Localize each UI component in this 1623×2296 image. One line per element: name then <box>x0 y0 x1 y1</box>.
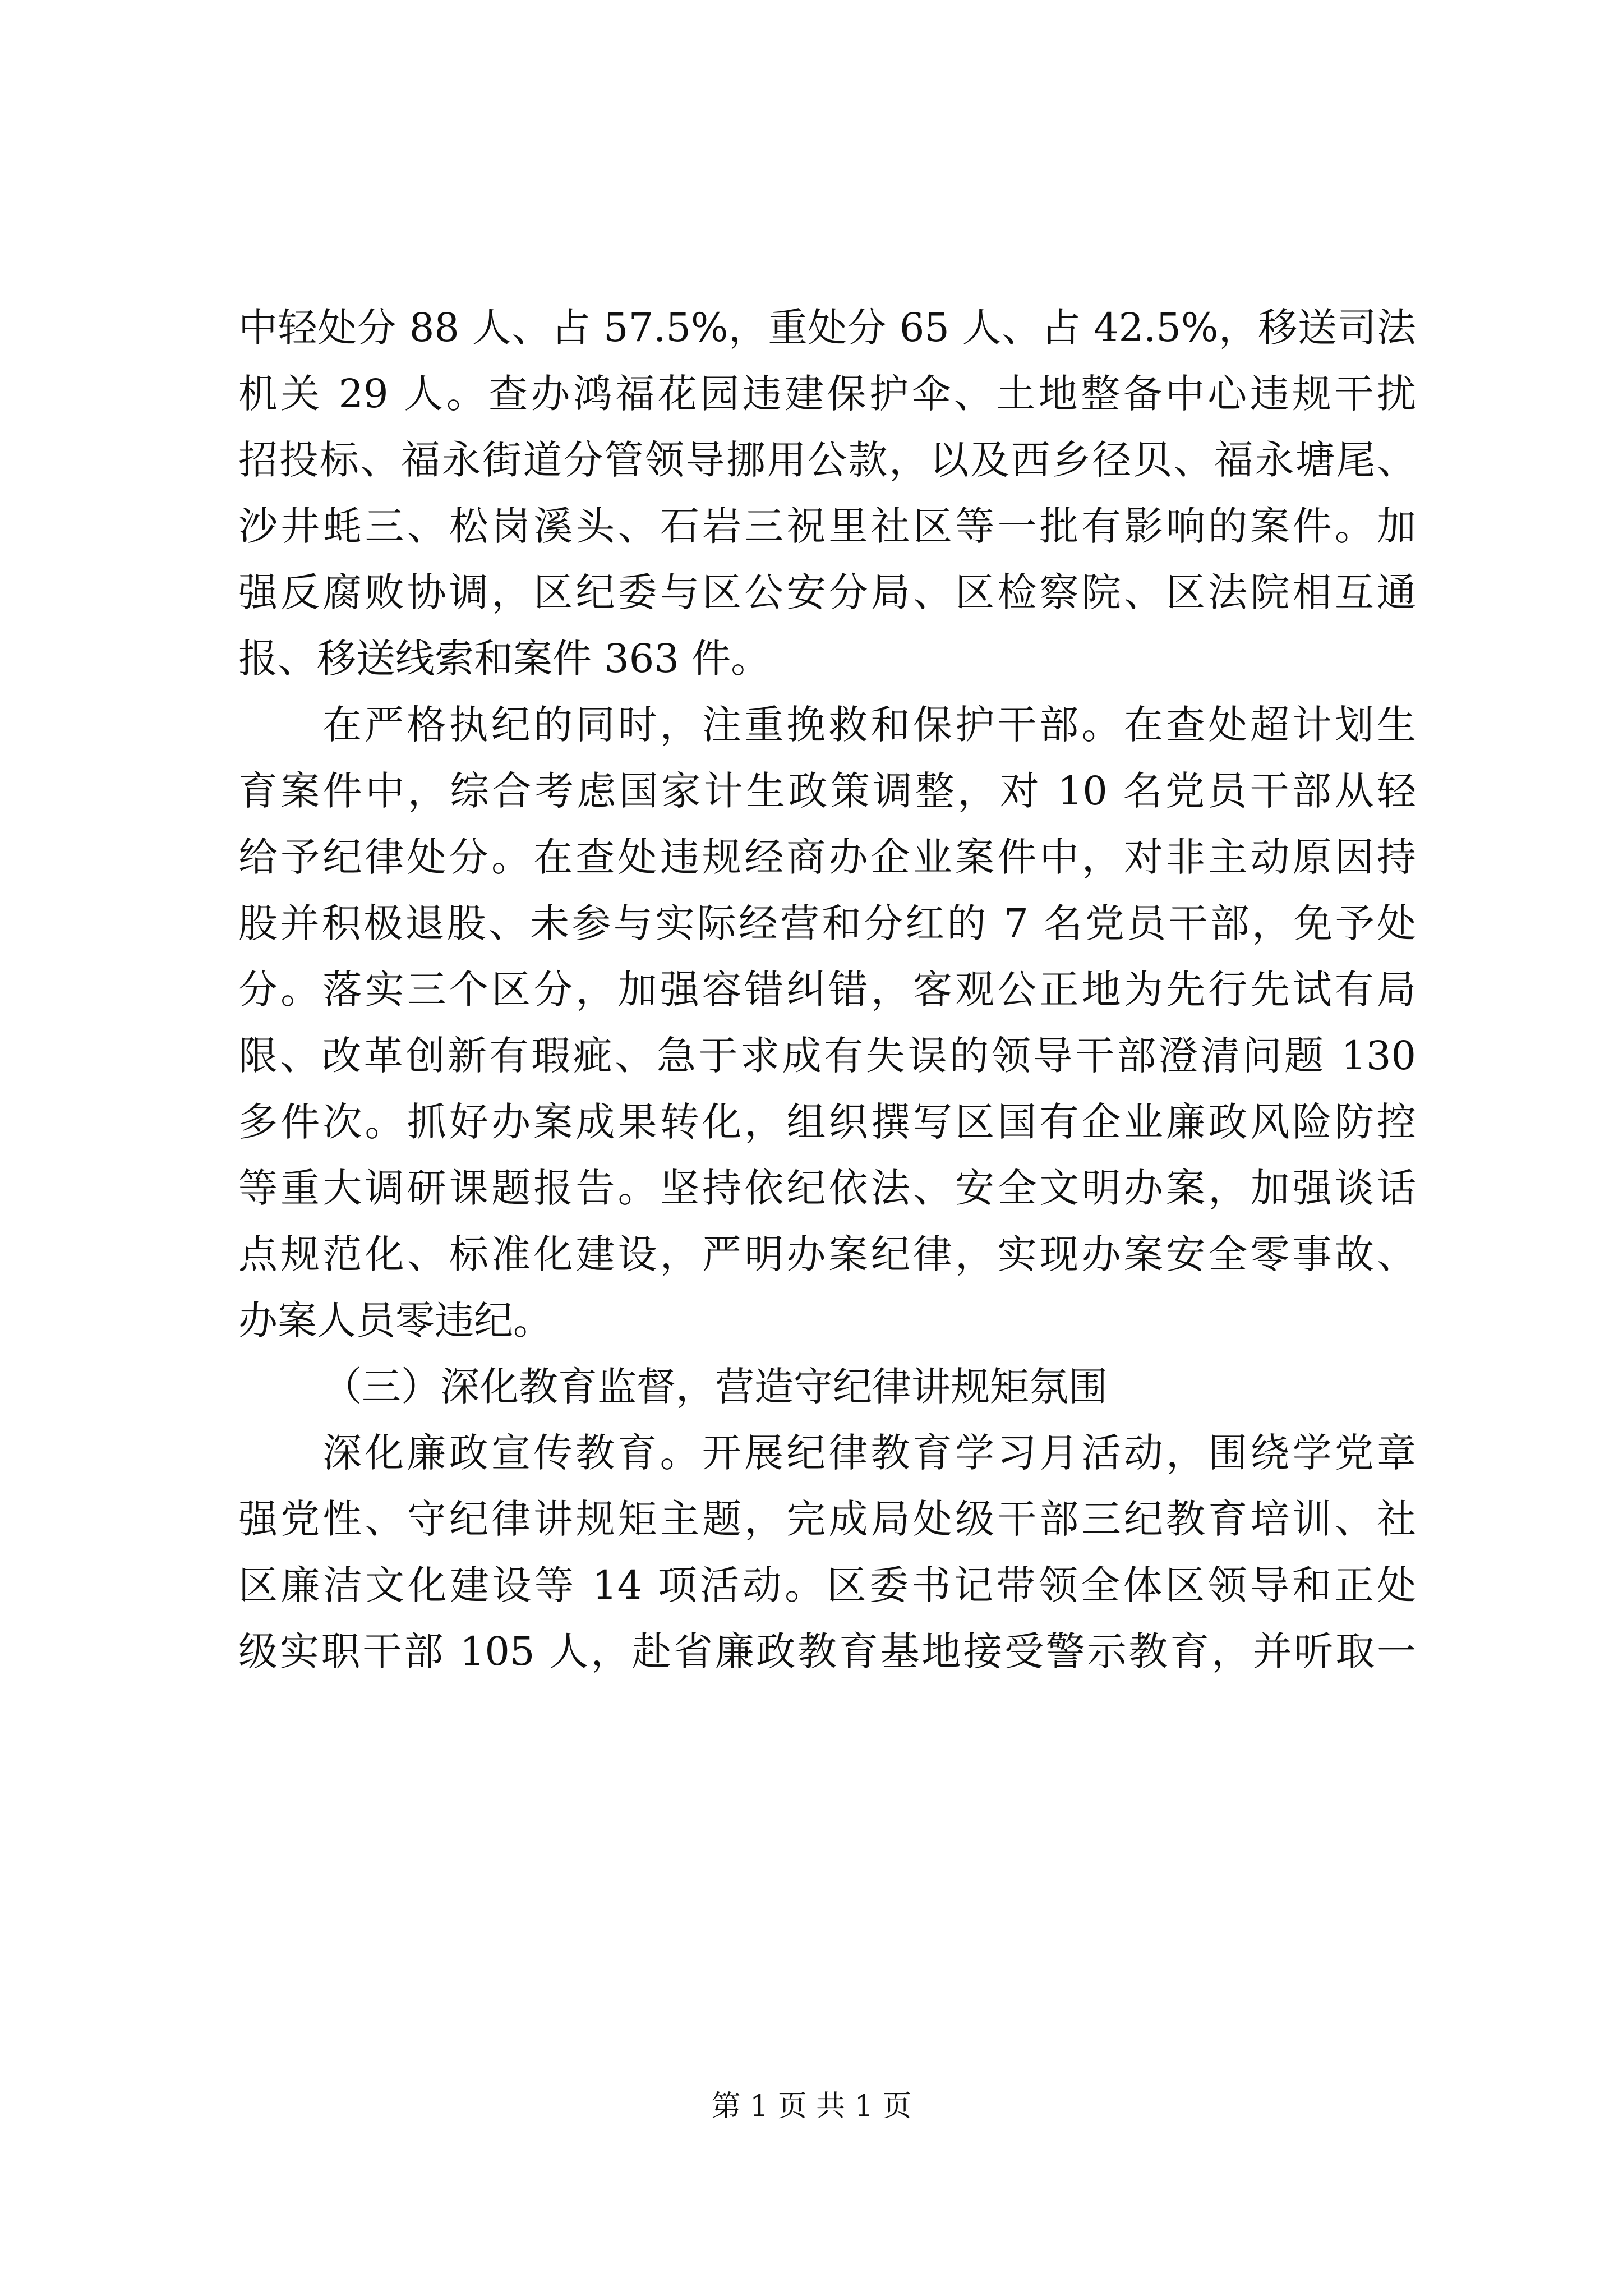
text-line: 多件次。抓好办案成果转化，组织撰写区国有企业廉政风险防控 <box>238 1099 1416 1145</box>
paragraph-first-line: 在严格执纪的同时，注重挽救和保护干部。在查处超计划生 <box>322 702 1416 748</box>
text-line: 报、移送线索和案件 363 件。 <box>238 636 771 682</box>
text-line: 沙井蚝三、松岗溪头、石岩三祝里社区等一批有影响的案件。加 <box>238 503 1416 549</box>
document-body <box>238 295 1416 1685</box>
text-line: 点规范化、标准化建设，严明办案纪律，实现办案安全零事故、 <box>238 1231 1416 1277</box>
text-line: 育案件中，综合考虑国家计生政策调整，对 10 名党员干部从轻 <box>238 768 1416 814</box>
text-line: 招投标、福永街道分管领导挪用公款，以及西乡径贝、福永塘尾、 <box>238 437 1416 483</box>
text-line: 限、改革创新有瑕疵、急于求成有失误的领导干部澄清问题 130 <box>238 1033 1416 1079</box>
text-line: 中轻处分 88 人、占 57.5%，重处分 65 人、占 42.5%，移送司法 <box>238 305 1416 351</box>
paragraph-first-line: 深化廉政宣传教育。开展纪律教育学习月活动，围绕学党章 <box>322 1430 1416 1476</box>
text-line: 强反腐败协调，区纪委与区公安分局、区检察院、区法院相互通 <box>238 569 1416 615</box>
text-line: 股并积极退股、未参与实际经营和分红的 7 名党员干部，免予处 <box>238 900 1416 946</box>
text-line: 等重大调研课题报告。坚持依纪依法、安全文明办案，加强谈话 <box>238 1165 1416 1211</box>
text-line: 强党性、守纪律讲规矩主题，完成局处级干部三纪教育培训、社 <box>238 1496 1416 1542</box>
text-line: 机关 29 人。查办鸿福花园违建保护伞、土地整备中心违规干扰 <box>238 371 1416 417</box>
text-line: 办案人员零违纪。 <box>238 1297 552 1343</box>
text-line: 给予纪律处分。在查处违规经商办企业案件中，对非主动原因持 <box>238 834 1416 880</box>
text-line: 分。落实三个区分，加强容错纠错，客观公正地为先行先试有局 <box>238 967 1416 1013</box>
text-line: 区廉洁文化建设等 14 项活动。区委书记带领全体区领导和正处 <box>238 1562 1416 1608</box>
page-footer: 第 1 页 共 1 页 <box>711 2090 912 2123</box>
section-heading: （三）深化教育监督，营造守纪律讲规矩氛围 <box>322 1364 1108 1410</box>
text-line: 级实职干部 105 人，赴省廉政教育基地接受警示教育，并听取一 <box>238 1628 1416 1674</box>
